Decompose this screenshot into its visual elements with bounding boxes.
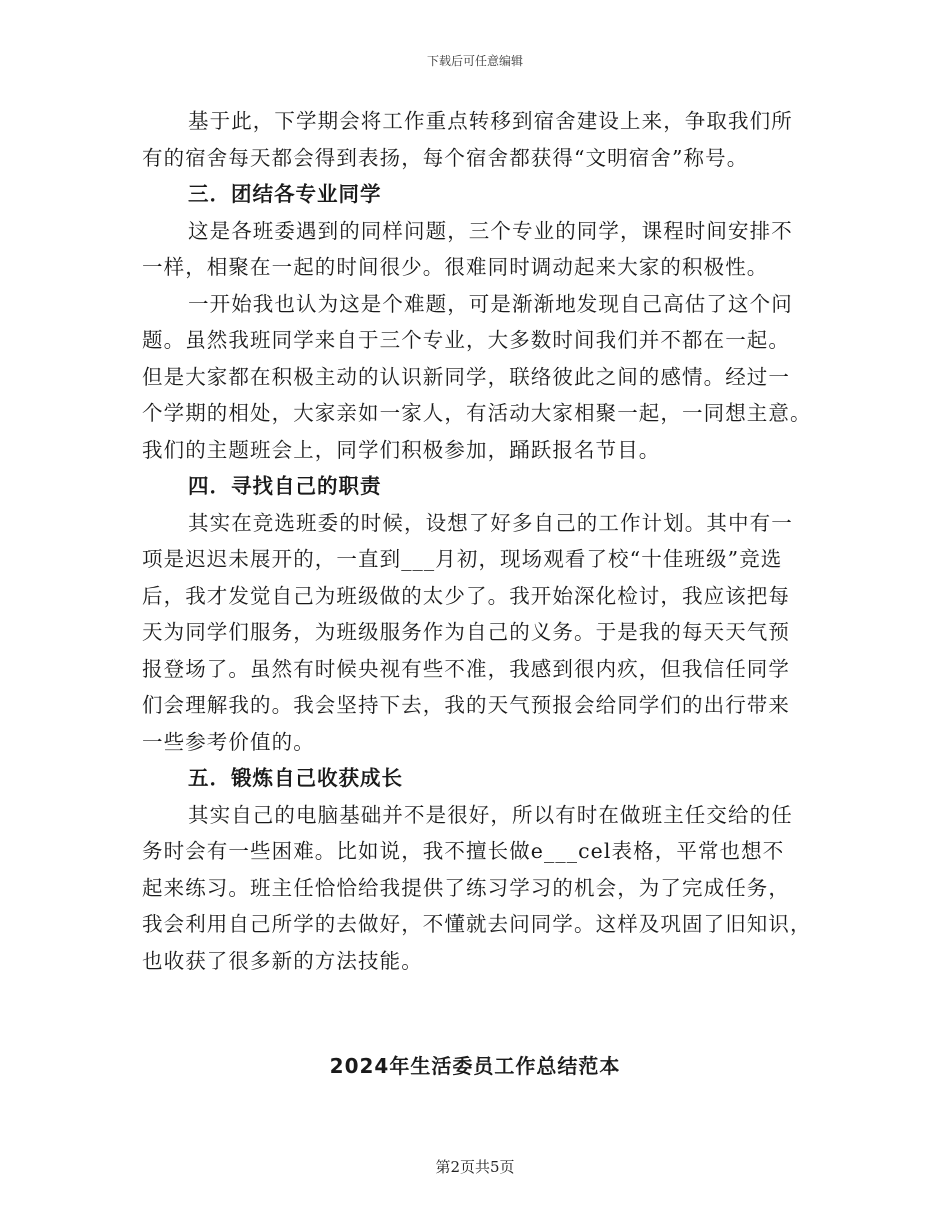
- paragraph-line: 也收获了很多新的方法技能。: [142, 948, 423, 973]
- paragraph-line: 一样，相聚在一起的时间很少。很难同时调动起来大家的积极性。: [142, 255, 769, 279]
- paragraph-line: 我们的主题班会上，同学们积极参加，踊跃报名节目。: [142, 437, 661, 462]
- page-header: 下载后可任意编辑: [426, 54, 523, 68]
- paragraph-line: 这是各班委遇到的同样问题，三个专业的同学，课程时间安排不: [188, 218, 793, 243]
- section-heading: 三．团结各专业同学: [188, 182, 382, 206]
- paragraph-line: 后，我才发觉自己为班级做的太少了。我开始深化检讨，我应该把每: [142, 583, 790, 608]
- paragraph-line: 有的宿舍每天都会得到表扬，每个宿舍都获得“文明宿舍”称号。: [142, 145, 749, 170]
- paragraph-line: 项是迟迟未展开的，一直到___月初，现场观看了校“十佳班级”竞选: [142, 547, 783, 571]
- paragraph-line: 天为同学们服务，为班级服务作为自己的义务。于是我的每天天气预: [142, 620, 790, 644]
- paragraph-line: 但是大家都在积极主动的认识新同学，联络彼此之间的感情。经过一: [142, 364, 790, 389]
- paragraph-line: 一些参考价值的。: [142, 729, 315, 754]
- paragraph-line: 题。虽然我班同学来自于三个专业，大多数时间我们并不都在一起。: [142, 328, 790, 352]
- paragraph-line: 一开始我也认为这是个难题，可是渐渐地发现自己高估了这个问: [188, 291, 793, 316]
- paragraph-line: 务时会有一些困难。比如说，我不擅长做e___cel表格，平常也想不: [142, 839, 785, 863]
- section-heading: 四．寻找自己的职责: [188, 474, 382, 498]
- paragraph-line: 其实自己的电脑基础并不是很好，所以有时在做班主任交给的任: [188, 802, 793, 827]
- document-title: 2024年生活委员工作总结范本: [329, 1054, 621, 1078]
- paragraph-line: 报登场了。虽然有时候央视有些不准，我感到很内疚，但我信任同学: [142, 656, 790, 681]
- paragraph-line: 我会利用自己所学的去做好，不懂就去问同学。这样及巩固了旧知识，: [142, 912, 812, 936]
- paragraph-line: 其实在竞选班委的时候，设想了好多自己的工作计划。其中有一: [188, 510, 793, 535]
- paragraph-line: 起来练习。班主任恰恰给我提供了练习学习的机会，为了完成任务，: [142, 875, 790, 900]
- document-body: [142, 103, 810, 979]
- section-heading: 五．锻炼自己收获成长: [188, 766, 403, 790]
- paragraph-line: 基于此，下学期会将工作重点转移到宿舍建设上来，争取我们所: [188, 109, 793, 133]
- paragraph-line: 个学期的相处，大家亲如一家人，有活动大家相聚一起，一同想主意。: [142, 401, 812, 425]
- page-footer: 第2页共5页: [435, 1158, 515, 1176]
- paragraph-line: 们会理解我的。我会坚持下去，我的天气预报会给同学们的出行带来: [142, 693, 790, 717]
